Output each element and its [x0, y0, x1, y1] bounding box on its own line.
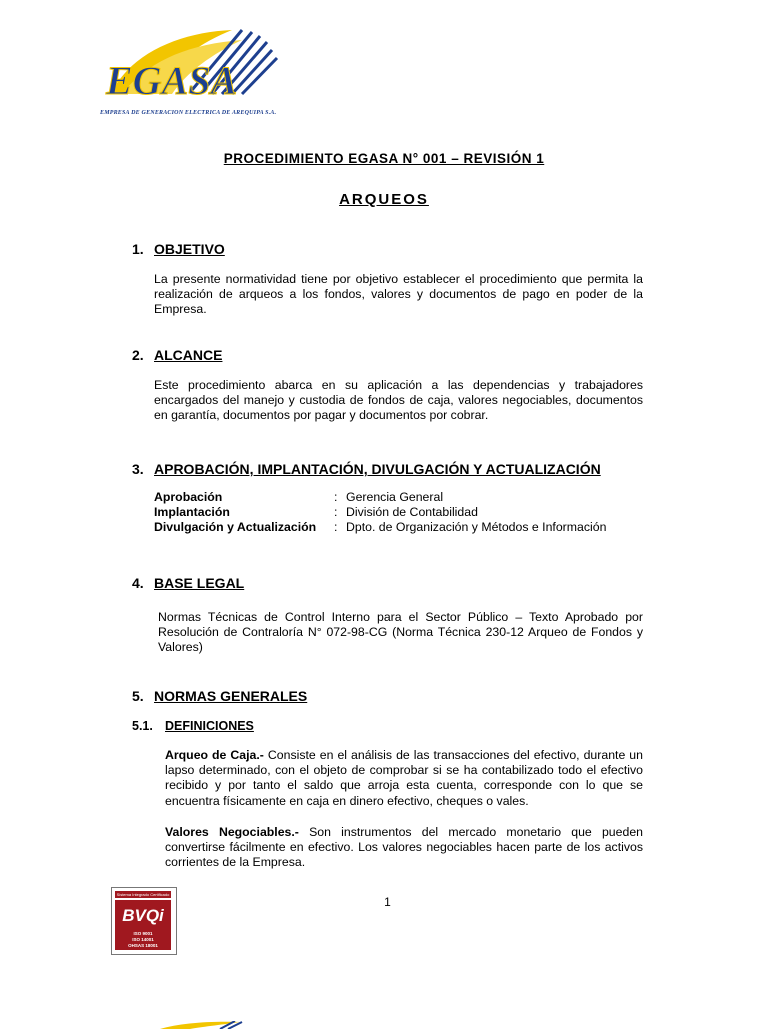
cert-top-text: Sistema Integrado Certificado [116, 892, 170, 897]
section-number: 2. [132, 347, 144, 363]
row-colon: : [334, 505, 338, 520]
next-page-logo-peek [150, 1016, 270, 1024]
row-colon: : [334, 490, 338, 504]
document-subtitle [0, 191, 768, 208]
definition-term: Arqueo de Caja.- [165, 748, 264, 762]
certification-badge [111, 887, 177, 955]
definition-arqueo-de-caja [165, 748, 643, 809]
cert-line: OHSAS 18001 [128, 943, 158, 948]
definition-text: Consiste en el análisis de las transacciones del efectivo, durante un lapso determinado, con el objeto de comprobar si se ha contabilizado todo el efectivo recibido y por tanto el saldo que arroja esta cuenta, corresponde con lo que se encuentra físicamente en caja en dinero efectivo, cheques o vales. [165, 748, 643, 808]
cert-brand: BVQi [122, 906, 164, 925]
row-key: Implantación [154, 505, 230, 520]
table-row [150, 490, 610, 505]
egasa-logo [92, 22, 282, 122]
definition-text: Son instrumentos del mercado monetario que pueden convertirse fácilmente en efectivo. Los valores negociables hacen parte de los activos corrientes de la Empresa. [165, 825, 643, 870]
subsection-number: 5.1. [132, 719, 153, 733]
row-key: Aprobación [154, 490, 223, 504]
section-alcance-heading [132, 347, 222, 363]
row-value: Gerencia General [346, 490, 444, 504]
table-row [150, 505, 610, 520]
document-title [0, 151, 768, 166]
section-number: 4. [132, 575, 144, 591]
row-value: Dpto. de Organización y Métodos e Información [346, 520, 607, 535]
section-objetivo-body: La presente normatividad tiene por objetivo establecer el procedimiento que permita la realización de arqueos a los fondos, valores y documentos de pago en poder de la Empresa. [154, 272, 643, 317]
section-title: NORMAS GENERALES [154, 688, 308, 704]
row-colon: : [334, 520, 338, 535]
responsibility-table [150, 490, 610, 536]
section-alcance-body: Este procedimiento abarca en su aplicación a las dependencias y trabajadores encargados del manejo y custodia de fondos de caja, valores negociables, documentos en garantía, documentos por pagar y documentos por cobrar. [154, 378, 643, 423]
row-key: Divulgación y Actualización [154, 520, 317, 535]
section-title: BASE LEGAL [154, 575, 245, 591]
page-number: 1 [384, 895, 391, 909]
section-title: OBJETIVO [154, 241, 225, 257]
subsection-definiciones-heading [132, 719, 254, 733]
section-base-legal-heading [132, 575, 244, 591]
definition-term: Valores Negociables.- [165, 825, 299, 839]
cert-panel [115, 900, 171, 950]
section-objetivo-heading [132, 241, 225, 257]
section-aprobacion-heading [132, 461, 601, 477]
cert-line: ISO 9001 [133, 931, 153, 936]
document-subtitle-text: ARQUEOS [339, 191, 429, 208]
subsection-title: DEFINICIONES [165, 719, 254, 733]
logo-fragment-graphic [150, 1021, 270, 1029]
logo-wordmark: EGASA [106, 58, 238, 103]
section-normas-generales-heading [132, 688, 307, 704]
definition-valores-negociables [165, 825, 643, 871]
section-title: APROBACIÓN, IMPLANTACIÓN, DIVULGACIÓN Y ACTUALIZACIÓN [154, 461, 601, 477]
section-base-legal-body: Normas Técnicas de Control Interno para el Sector Público – Texto Aprobado por Resolución de Contraloría N° 072-98-CG (Norma Técnica 230-12 Arqueo de Fondos y Valores) [158, 610, 643, 655]
document-title-text: PROCEDIMIENTO EGASA N° 001 – REVISIÓN 1 [223, 151, 545, 166]
section-number: 5. [132, 688, 144, 704]
row-value: División de Contabilidad [346, 505, 478, 520]
table-row [150, 520, 610, 535]
cert-line: ISO 14001 [132, 937, 154, 942]
section-title: ALCANCE [154, 347, 223, 363]
egasa-logo-graphic [92, 22, 282, 122]
section-number: 1. [132, 241, 144, 257]
section-number: 3. [132, 461, 144, 477]
logo-subtitle: EMPRESA DE GENERACION ELECTRICA DE AREQUIPA S.A. [100, 110, 277, 116]
